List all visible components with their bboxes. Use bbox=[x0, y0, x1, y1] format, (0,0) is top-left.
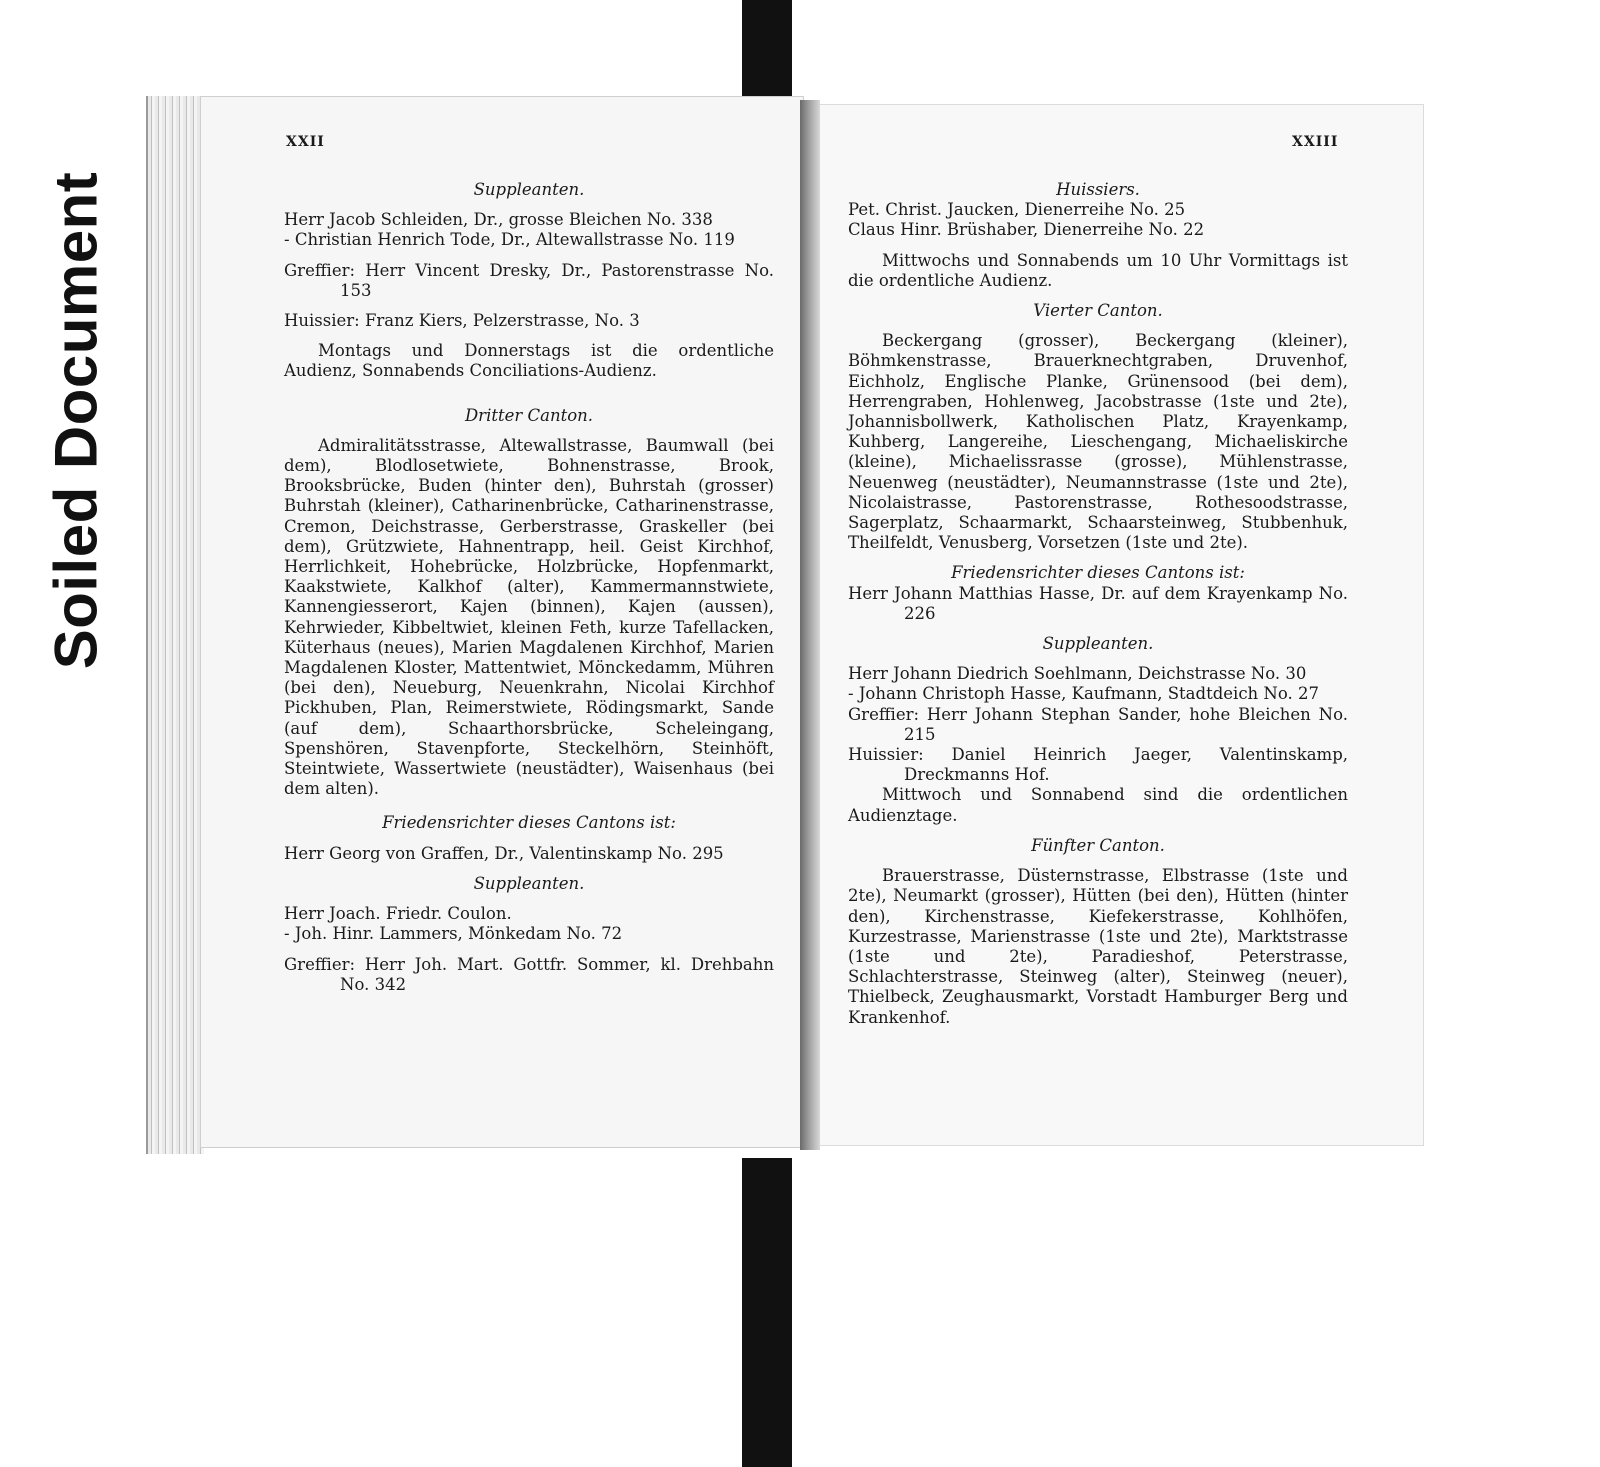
suppleant-line-1: Herr Jacob Schleiden, Dr., grosse Bleichen No. 338 bbox=[284, 210, 713, 230]
left-page-number: XXII bbox=[286, 134, 325, 150]
audienz-paragraph: Montags und Donnerstags ist die ordentliche Audienz, Sonnabends Conciliations-Audienz. bbox=[284, 341, 774, 381]
streets-paragraph-dritter: Admiralitätsstrasse, Altewallstrasse, Baumwall (bei dem), Blodlosetwiete, Bohnenstrasse, Brook, Brooksbrücke, Buden (hinter den), Buhrstah (grosser) Buhrstah (kleiner), Catharinenbrücke, Catharinenstrasse, Cremon, Deichstrasse, Gerberstrasse, Graskeller (bei dem), Grützwiete, Hahnentrapp, heil. Geist Kirchhof, Herrlichkeit, Hohebrücke, Holzbrücke, Hopfenmarkt, Kaakstwiete, Kalkhof (alter), Kammermannstwiete, Kannengiesserort, Kajen (binnen), Kajen (aussen), Kehrwieder, Kibbeltwiet, kleinen Feth, kurze Tafellacken, Küterhaus (neues), Marien Magdalenen Kirchhof, Marien Magdalenen Kloster, Mattentwiet, Mönckedamm, Mühren (bei den), Neueburg, Neuenkrahn, Nicolai Kirchhof Pickhuben, Plan, Reimerstwiete, Rödingsmarkt, Sande (auf dem), Schaarthorsbrücke, Scheleingang, Spenshören, Stavenpforte, Steckelhörn, Steinhöft, Steintwiete, Wassertwiete (neustädter), Waisenhaus (bei dem alten). bbox=[284, 435, 774, 799]
huissier-line-right: Huissier: Daniel Heinrich Jaeger, Valentinskamp, Dreckmanns Hof. bbox=[848, 745, 1348, 785]
suppleant-right-line-2: - Johann Christoph Hasse, Kaufmann, Stadtdeich No. 27 bbox=[848, 684, 1319, 704]
binding-strip-top bbox=[742, 0, 792, 100]
canton-heading-vierter: Vierter Canton. bbox=[1033, 301, 1163, 321]
soiled-document-stamp bbox=[42, 170, 110, 670]
streets-paragraph-fuenfter: Brauerstrasse, Düsternstrasse, Elbstrasse (1ste und 2te), Neumarkt (grosser), Hütten (bei den), Hütten (hinter den), Kirchenstrasse, Kiefekerstrasse, Kohlhöfen, Kurzestrasse, Marienstrasse (1ste und 2te), Marktstrasse (1ste und 2te), Paradieshof, Peterstrasse, Schlachterstrasse, Steinweg (alter), Steinweg (neuer), Thielbeck, Zeughausmarkt, Vorstadt Hamburger Berg und Krankenhof. bbox=[848, 866, 1348, 1027]
huissier-line: Huissier: Franz Kiers, Pelzerstrasse, No. 3 bbox=[284, 311, 640, 331]
stamp-text: Soiled Document bbox=[42, 171, 110, 669]
page-edges bbox=[146, 96, 204, 1154]
suppleanten-heading-right: Suppleanten. bbox=[1042, 634, 1154, 654]
suppleant-right-line-1: Herr Johann Diedrich Soehlmann, Deichstrasse No. 30 bbox=[848, 664, 1307, 684]
right-page-number: XXIII bbox=[1292, 134, 1339, 150]
suppleanten-heading-2: Suppleanten. bbox=[473, 873, 585, 893]
friedensrichter-line: Herr Georg von Graffen, Dr., Valentinskamp No. 295 bbox=[284, 843, 724, 863]
canton-heading-dritter: Dritter Canton. bbox=[464, 405, 594, 425]
audienz-paragraph-right: Mittwochs und Sonnabends um 10 Uhr Vormittags ist die ordentliche Audienz. bbox=[848, 250, 1348, 290]
canton-heading-fuenfter: Fünfter Canton. bbox=[1031, 835, 1165, 855]
suppleant2-line-1: Herr Joach. Friedr. Coulon. bbox=[284, 904, 512, 924]
right-page-text bbox=[848, 180, 1348, 1028]
suppleant-line-2: - Christian Henrich Tode, Dr., Altewallstrasse No. 119 bbox=[284, 230, 735, 250]
streets-paragraph-vierter: Beckergang (grosser), Beckergang (kleiner), Böhmkenstrasse, Brauerknechtgraben, Druvenhof, Eichholz, Englische Planke, Grünensood (bei dem), Herrengraben, Hohlenweg, Jacobstrasse (1ste und 2te), Johannisbollwerk, Katholischen Platz, Krayenkamp, Kuhberg, Langereihe, Lieschengang, Michaeliskirche (kleine), Michaelissrasse (grosse), Mühlenstrasse, Neuenweg (neustädter), Neumannstrasse (1ste und 2te), Nicolaistrasse, Pastorenstrasse, Rothesoodstrasse, Sagerplatz, Schaarmarkt, Schaarsteinweg, Stubbenhuk, Theilfeldt, Venusberg, Vorsetzen (1ste und 2te). bbox=[848, 331, 1348, 553]
friedensrichter-line-right: Herr Johann Matthias Hasse, Dr. auf dem Krayenkamp No. 226 bbox=[848, 583, 1348, 623]
binding-strip-bottom bbox=[742, 1158, 792, 1467]
huissiers-heading: Huissiers. bbox=[1056, 180, 1140, 199]
greffier-line: Greffier: Herr Vincent Dresky, Dr., Pastorenstrasse No. 153 bbox=[284, 260, 774, 300]
greffier2-line: Greffier: Herr Joh. Mart. Gottfr. Sommer, kl. Drehbahn No. 342 bbox=[284, 954, 774, 994]
huissier-line-1: Pet. Christ. Jaucken, Dienerreihe No. 25 bbox=[848, 200, 1186, 220]
huissier-line-2: Claus Hinr. Brüshaber, Dienerreihe No. 22 bbox=[848, 220, 1205, 240]
audienz2-paragraph: Mittwoch und Sonnabend sind die ordentlichen Audienztage. bbox=[848, 785, 1348, 825]
left-page-text bbox=[284, 180, 774, 995]
book-gutter bbox=[800, 100, 820, 1150]
friedensrichter-heading-right: Friedensrichter dieses Cantons ist: bbox=[951, 563, 1245, 583]
friedensrichter-heading: Friedensrichter dieses Cantons ist: bbox=[382, 813, 676, 833]
suppleanten-heading: Suppleanten. bbox=[473, 180, 585, 199]
greffier-line-right: Greffier: Herr Johann Stephan Sander, hohe Bleichen No. 215 bbox=[848, 704, 1348, 744]
suppleant2-line-2: - Joh. Hinr. Lammers, Mönkedam No. 72 bbox=[284, 924, 623, 944]
